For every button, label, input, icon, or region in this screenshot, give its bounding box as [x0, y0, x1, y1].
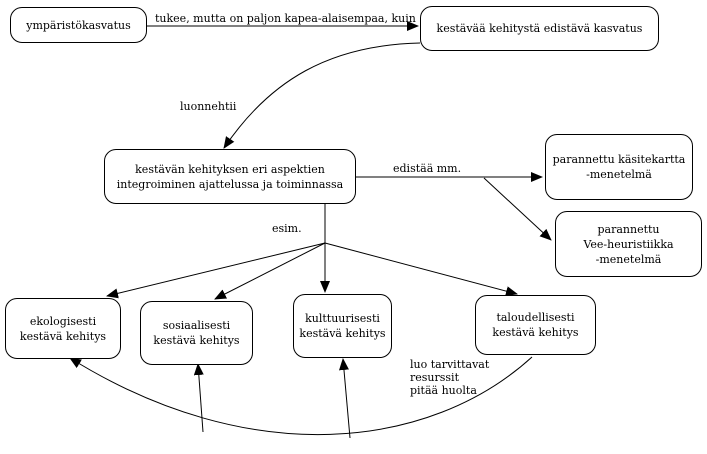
- edge-esim-taloudellisesti: [325, 243, 517, 294]
- node-ekologisesti[interactable]: ekologisesti kestävä kehitys: [5, 298, 121, 359]
- node-ymparistokasvatus[interactable]: ympäristökasvatus: [10, 7, 147, 43]
- node-taloudellisesti[interactable]: taloudellisesti kestävä kehitys: [475, 295, 596, 355]
- edge-luonnehtii: [224, 43, 420, 148]
- node-kulttuurisesti[interactable]: kulttuurisesti kestävä kehitys: [293, 294, 392, 358]
- node-kestavan-kehityksen-kasvatus[interactable]: kestävää kehitystä edistävä kasvatus: [420, 6, 659, 51]
- label-tukee: tukee, mutta on paljon kapea-alaisempaa, kuin: [155, 12, 416, 25]
- node-kasitekartta[interactable]: parannettu käsitekartta -menetelmä: [545, 134, 693, 200]
- node-integroiminen[interactable]: kestävän kehityksen eri aspektien integroiminen ajattelussa ja toiminnassa: [104, 149, 356, 204]
- label-luo-tarvittavat: luo tarvittavat resurssit pitää huolta: [410, 358, 490, 397]
- label-luonnehtii: luonnehtii: [180, 100, 237, 113]
- edge-esim-sosiaalisesti: [215, 243, 325, 299]
- node-vee-heuristiikka[interactable]: parannettu Vee-heuristiikka -menetelmä: [555, 211, 702, 277]
- edge-resurssit-sosiaalisesti: [198, 364, 203, 432]
- edge-esim-ekologisesti: [107, 243, 325, 296]
- node-sosiaalisesti[interactable]: sosiaalisesti kestävä kehitys: [140, 301, 253, 365]
- label-esim: esim.: [272, 222, 302, 235]
- edge-resurssit-kulttuurisesti: [343, 359, 350, 438]
- edge-edistaa-vee: [484, 178, 551, 240]
- label-edistaa: edistää mm.: [393, 162, 462, 175]
